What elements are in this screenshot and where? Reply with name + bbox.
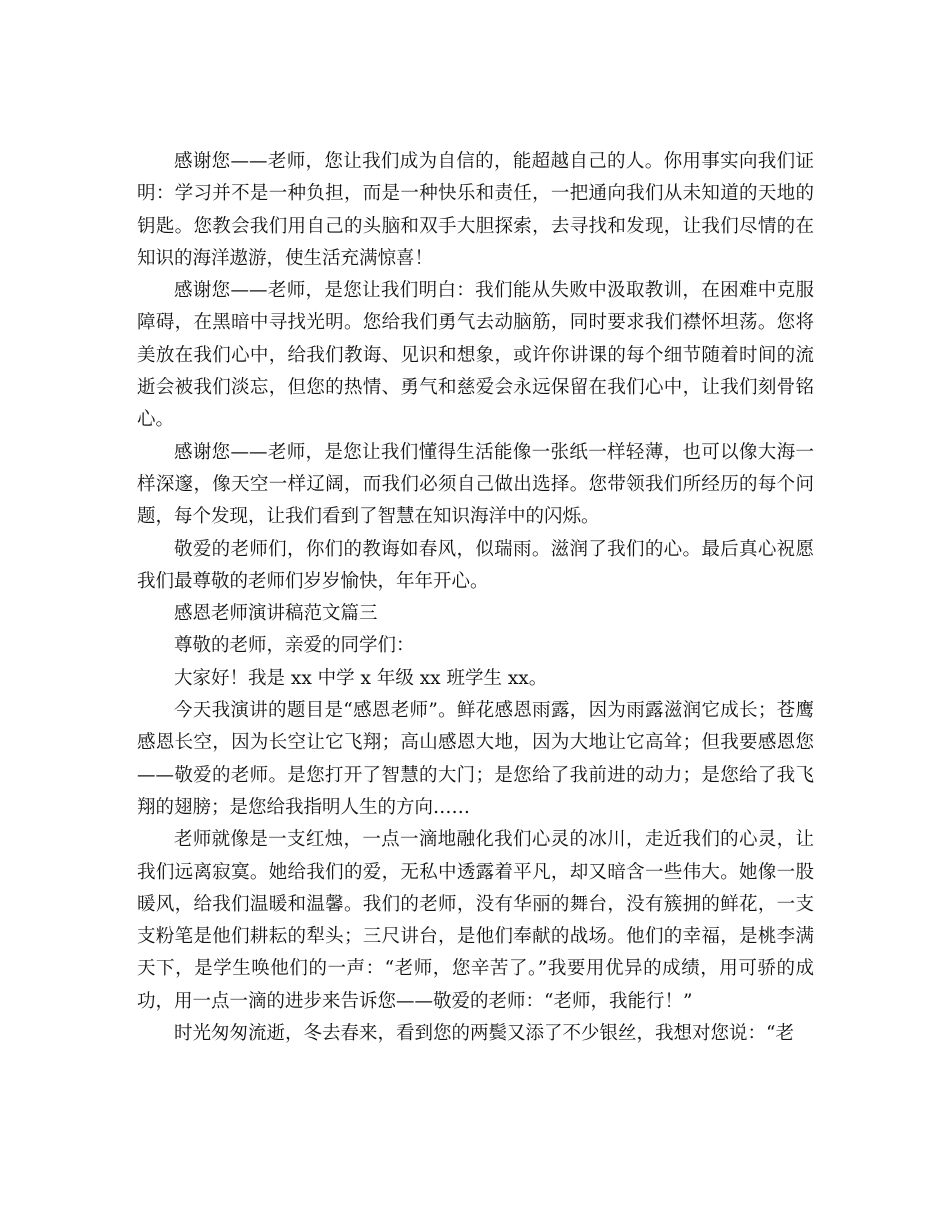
paragraph-thanks-lessons: 感谢您——老师，是您让我们明白：我们能从失败中汲取教训，在困难中克服障碍，在黑暗中寻找光明。您给我们勇气去动脑筋，同时要求我们襟怀坦荡。您将美放在我们心中，给我们教诲、见识和想象，或许你讲课的每个细节随着时间的流逝会被我们淡忘，但您的热情、勇气和慈爱会永远保留在我们心中，让我们刻骨铭心。 [137, 280, 814, 431]
paragraph-thanks-life: 感谢您——老师，是您让我们懂得生活能像一张纸一样轻薄，也可以像大海一样深邃，像天空一样辽阔，而我们必须自己做出选择。您带领我们所经历的每个问题，每个发现，让我们看到了智慧在知识海洋中的闪烁。 [137, 441, 814, 528]
paragraph-red-candle: 老师就像是一支红烛，一点一滴地融化我们心灵的冰川，走近我们的心灵，让我们远离寂寞。她给我们的爱，无私中透露着平凡，却又暗含一些伟大。她像一股暖风，给我们温暖和温馨。我们的老师，没有华丽的舞台，没有簇拥的鲜花，一支支粉笔是他们耕耘的犁头；三尺讲台，是他们奉献的战场。他们的幸福，是桃李满天下，是学生唤他们的一声：“老师，您辛苦了。”我要用优异的成绩，用可骄的成功，用一点一滴的进步来告诉您——敬爱的老师：“老师，我能行！” [137, 829, 814, 1012]
paragraph-thanks-confidence: 感谢您——老师，您让我们成为自信的，能超越自己的人。你用事实向我们证明：学习并不是一种负担，而是一种快乐和责任，一把通向我们从未知道的天地的钥匙。您教会我们用自己的头脑和双手大胆探索，去寻找和发现，让我们尽情的在知识的海洋遨游，使生活充满惊喜！ [137, 151, 814, 269]
salutation: 尊敬的老师，亲爱的同学们： [174, 635, 415, 657]
document-body [137, 146, 814, 1050]
section-title: 感恩老师演讲稿范文篇三 [174, 603, 378, 625]
self-introduction: 大家好！我是 xx 中学 x 年级 xx 班学生 xx。 [174, 667, 548, 689]
paragraph-speech-topic: 今天我演讲的题目是“感恩老师”。鲜花感恩雨露，因为雨露滋润它成长；苍鹰感恩长空，因为长空让它飞翔；高山感恩大地，因为大地让它高耸；但我要感恩您——敬爱的老师。是您打开了智慧的大门；是您给了我前进的动力；是您给了我飞翔的翅膀；是您给我指明人生的方向…… [137, 700, 814, 818]
paragraph-time-passes: 时光匆匆流逝，冬去春来，看到您的两鬓又添了不少银丝，我想对您说：“老 [174, 1023, 794, 1045]
paragraph-blessing: 敬爱的老师们，你们的教诲如春风，似瑞雨。滋润了我们的心。最后真心祝愿我们最尊敬的老师们岁岁愉快，年年开心。 [137, 538, 814, 592]
